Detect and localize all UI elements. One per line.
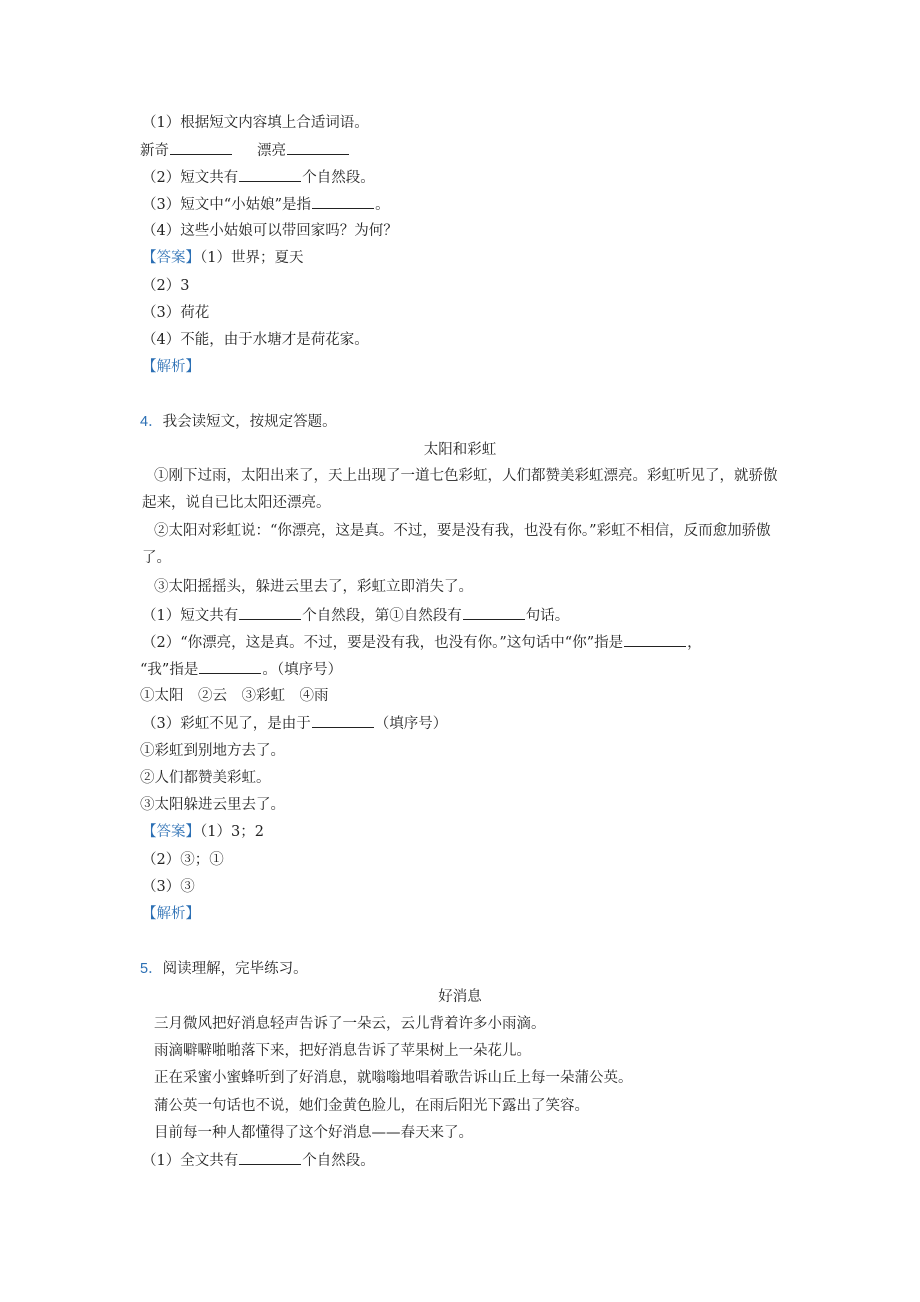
analysis-tag: 【解析】 (142, 359, 200, 375)
q4-option-1: ①彩虹到别地方去了。 (140, 743, 285, 759)
q3-answer-line: 【答案】（1）世界；夏天 (142, 250, 304, 266)
answer-blank[interactable] (287, 140, 349, 155)
q3-subquestion-2: （2）短文共有 个自然段。 (142, 167, 792, 188)
q5-paragraph-1: 三月微风把好消息轻声告诉了一朵云，云儿背着许多小雨滴。 (154, 1016, 546, 1032)
q4-option-3: ③太阳躲进云里去了。 (140, 797, 285, 813)
q4-passage-title: 太阳和彩虹 (423, 442, 497, 458)
q4-subquestion-2-cont: “我”指是 。（填序号） (140, 659, 790, 680)
q3-subquestion-4: （4）这些小姑娘可以带回家吗？为何？ (142, 223, 398, 239)
analysis-tag: 【解析】 (142, 906, 200, 922)
q5-subquestion-1: （1）全文共有 个自然段。 (142, 1150, 792, 1171)
q4-subquestion-3: （3）彩虹不见了，是由于 （填序号） (142, 713, 792, 734)
q3-answer-2: （2）3 (142, 278, 190, 294)
answer-blank[interactable] (463, 605, 525, 620)
q5-passage-title: 好消息 (438, 989, 482, 1005)
answer-blank[interactable] (624, 632, 686, 647)
q4-answer-line: 【答案】（1）3；2 (142, 824, 264, 840)
q4-answer-3: （3）③ (142, 879, 195, 895)
q4-paragraph-1: ①刚下过雨，太阳出来了，天上出现了一道七色彩虹，人们都赞美彩虹漂亮。彩虹听见了，就骄傲起来，说自已比太阳还漂亮。 (142, 468, 778, 511)
fill-word-b: 漂亮 (257, 143, 286, 159)
answer-blank[interactable] (199, 659, 261, 674)
answer-blank[interactable] (239, 167, 301, 182)
answer-blank[interactable] (239, 1150, 301, 1165)
q3-answer-3: （3）荷花 (142, 305, 210, 321)
q4-heading: 4．我会读短文，按规定答题。 (140, 414, 337, 430)
q3-subquestion-1: （1）根据短文内容填上合适词语。 (142, 115, 369, 131)
q3-answer-4: （4）不能，由于水塘才是荷花家。 (142, 332, 369, 348)
question-number: 4． (140, 414, 163, 430)
q4-paragraph-3: ③太阳摇摇头，躲进云里去了，彩虹立即消失了。 (154, 579, 473, 595)
answer-blank[interactable] (239, 605, 301, 620)
q5-paragraph-3: 正在采蜜小蜜蜂听到了好消息，就嗡嗡地唱着歌告诉山丘上每一朵蒲公英。 (154, 1070, 633, 1086)
q3-subquestion-3: （3）短文中“小姑娘”是指 。 (142, 194, 792, 215)
q4-subquestion-1: （1）短文共有 个自然段，第①自然段有 句话。 (142, 605, 792, 626)
q4-options: ①太阳 ②云 ③彩虹 ④雨 (140, 688, 329, 704)
q4-option-2: ②人们都赞美彩虹。 (140, 770, 271, 786)
q4-paragraph-2: ②太阳对彩虹说：“你漂亮，这是真。不过，要是没有我，也没有你。”彩虹不相信，反而愈加骄傲了。 (142, 523, 771, 566)
answer-blank[interactable] (170, 140, 232, 155)
fill-word-a: 新奇 (140, 143, 169, 159)
q5-heading: 5．阅读理解，完毕练习。 (140, 961, 308, 977)
q5-paragraph-2: 雨滴噼噼啪啪落下来，把好消息告诉了苹果树上一朵花儿。 (154, 1043, 531, 1059)
q4-answer-2: （2）③；① (142, 852, 224, 868)
q5-paragraph-5: 目前每一种人都懂得了这个好消息——春天来了。 (154, 1125, 473, 1141)
answer-blank[interactable] (312, 194, 374, 209)
question-number: 5． (140, 961, 163, 977)
q5-paragraph-4: 蒲公英一句话也不说，她们金黄色脸儿，在雨后阳光下露出了笑容。 (154, 1098, 589, 1114)
q4-subquestion-2: （2）“你漂亮，这是真。不过，要是没有我，也没有你。”这句话中“你”指是 ， (142, 632, 792, 653)
answer-tag: 【答案】 (142, 824, 200, 840)
answer-tag: 【答案】 (142, 250, 200, 266)
q3-fill-line (140, 140, 790, 161)
answer-blank[interactable] (312, 713, 374, 728)
